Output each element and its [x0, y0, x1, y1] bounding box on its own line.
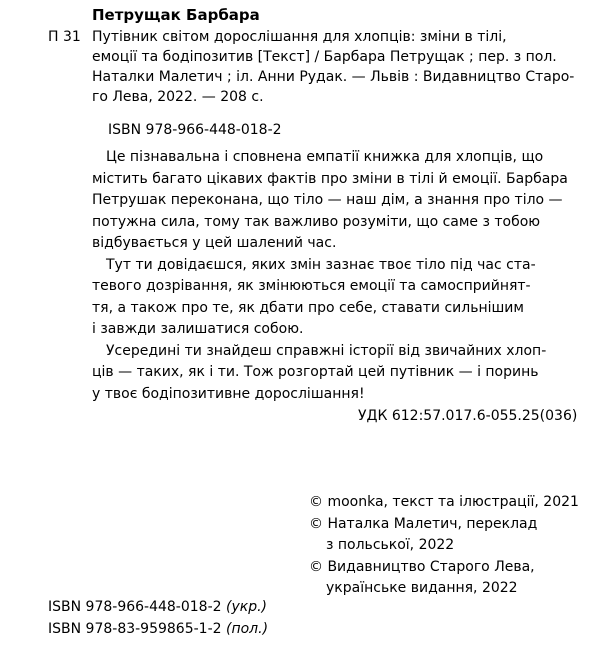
isbn-list — [48, 597, 268, 640]
copyright-line: українське видання, 2022 — [326, 580, 518, 596]
abstract — [92, 147, 568, 405]
main-isbn: ISBN 978-966-448-018-2 — [108, 122, 282, 138]
abstract-line: Це пізнавальна і сповнена емпатії книжка для хлопців, що — [106, 149, 544, 165]
description-line: го Лева, 2022. — 208 с. — [92, 89, 264, 105]
copyright-notices — [309, 492, 599, 600]
description-line: емоції та бодіпозитив [Текст] / Барбара Петрущак ; пер. з пол. — [92, 49, 557, 65]
abstract-line: і завжди залишатися собою. — [92, 321, 304, 337]
copyright-line: з польської, 2022 — [326, 537, 455, 553]
abstract-line: тя, а також про те, як дбати про себе, ставати сильнішим — [92, 299, 524, 316]
abstract-line: у твоє бодіпозитивне дорослішання! — [92, 385, 365, 402]
abstract-line: ців — таких, як і ти. Тож розгортай цей путівник — і поринь — [92, 364, 539, 380]
isbn-edition: (пол.) — [226, 620, 269, 637]
abstract-line: відбувається у цей шалений час. — [92, 235, 337, 251]
copyright-line: © Видавництво Старого Лева, — [309, 558, 535, 575]
abstract-line: Петрушак переконана, що тіло — наш дім, а знання про тіло — — [92, 192, 563, 208]
abstract-line: Усередині ти знайдеш справжні історії від звичайних хлоп- — [106, 342, 547, 359]
abstract-line: Тут ти довідаєшся, яких змін зазнає твоє тіло під час ста- — [106, 256, 536, 273]
isbn-edition: (укр.) — [226, 599, 268, 615]
call-code: П 31 — [48, 29, 81, 45]
copyright-line: © moonka, текст та ілюстрації, 2021 — [309, 494, 579, 510]
isbn-number: ISBN 978-966-448-018-2 — [48, 599, 222, 615]
isbn-entry — [48, 619, 268, 641]
isbn-entry — [48, 597, 268, 619]
description-line: Наталки Малетич ; іл. Анни Рудак. — Львів : Видавництво Старо- — [92, 69, 575, 85]
bibliographic-description — [92, 27, 575, 107]
copyright-line: © Наталка Малетич, переклад — [309, 515, 538, 532]
isbn-number: ISBN 978-83-959865-1-2 — [48, 620, 222, 637]
abstract-line: містить багато цікавих фактів про зміни в тілі й емоції. Барбара — [92, 170, 568, 187]
author-name: Петрущак Барбара — [92, 6, 260, 24]
abstract-line: тевого дозрівання, як змінюються емоції та самосприйнят- — [92, 278, 531, 294]
abstract-line: потужна сила, тому так важливо розуміти, що саме з тобою — [92, 213, 541, 230]
udk-code: УДК 612:57.017.6-055.25(036) — [358, 408, 578, 424]
description-line: Путівник світом дорослішання для хлопців: зміни в тілі, — [92, 29, 507, 45]
